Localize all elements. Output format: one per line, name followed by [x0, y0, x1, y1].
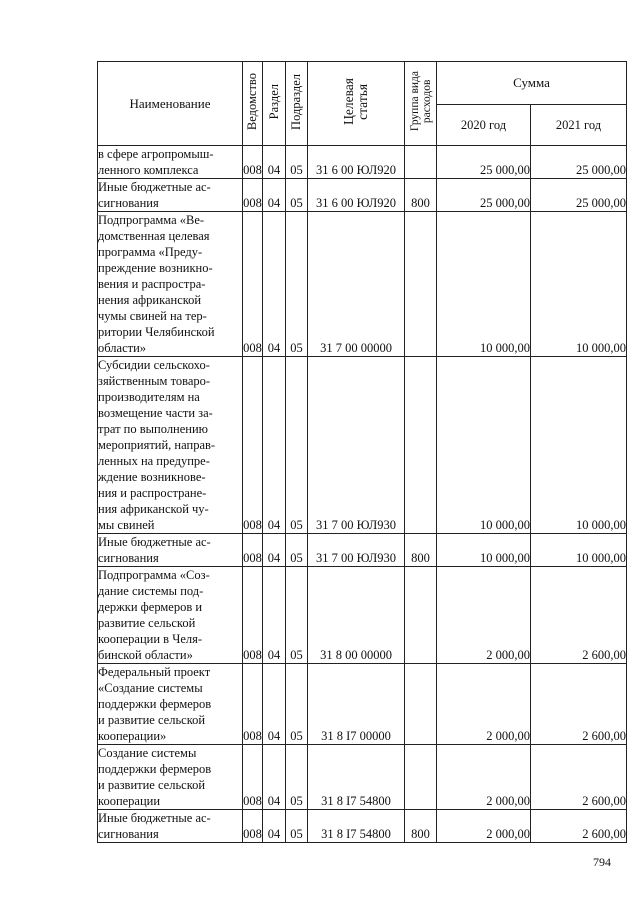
row-dept: 008 — [243, 357, 263, 534]
header-expense-group — [405, 62, 437, 146]
row-group — [405, 212, 437, 357]
row-dept: 008 — [243, 810, 263, 843]
row-name: Иные бюджетные ас- сигнования — [98, 810, 243, 843]
row-sum-2021: 2 600,00 — [531, 745, 627, 810]
row-name: Федеральный проект «Создание системы поддержки фермеров и развитие сельской кооперации» — [98, 664, 243, 745]
row-section: 04 — [263, 745, 286, 810]
table-row — [98, 664, 627, 745]
row-section: 04 — [263, 357, 286, 534]
row-sum-2020: 10 000,00 — [437, 357, 531, 534]
budget-table — [97, 61, 627, 843]
row-article: 31 7 00 ЮЛ930 — [308, 534, 405, 567]
row-article: 31 8 I7 54800 — [308, 810, 405, 843]
row-subsection: 05 — [286, 810, 308, 843]
table-row — [98, 357, 627, 534]
row-sum-2021: 2 600,00 — [531, 810, 627, 843]
row-section: 04 — [263, 212, 286, 357]
row-name: Создание системы поддержки фермеров и развитие сельской кооперации — [98, 745, 243, 810]
row-article: 31 6 00 ЮЛ920 — [308, 146, 405, 179]
row-group — [405, 146, 437, 179]
row-article: 31 8 00 00000 — [308, 567, 405, 664]
row-group — [405, 567, 437, 664]
row-article: 31 8 I7 00000 — [308, 664, 405, 745]
row-group — [405, 357, 437, 534]
row-group: 800 — [405, 534, 437, 567]
row-dept: 008 — [243, 212, 263, 357]
page-number: 794 — [593, 855, 611, 869]
table-row — [98, 179, 627, 212]
row-sum-2020: 2 000,00 — [437, 664, 531, 745]
row-name: Иные бюджетные ас- сигнования — [98, 179, 243, 212]
row-section: 04 — [263, 179, 286, 212]
row-group — [405, 745, 437, 810]
row-sum-2020: 10 000,00 — [437, 212, 531, 357]
row-subsection: 05 — [286, 146, 308, 179]
row-name: в сфере агропромыш- ленного комплекса — [98, 146, 243, 179]
row-section: 04 — [263, 534, 286, 567]
row-group: 800 — [405, 179, 437, 212]
row-sum-2020: 2 000,00 — [437, 810, 531, 843]
row-dept: 008 — [243, 179, 263, 212]
row-subsection: 05 — [286, 745, 308, 810]
row-subsection: 05 — [286, 212, 308, 357]
header-sum: Сумма — [437, 62, 627, 105]
row-dept: 008 — [243, 534, 263, 567]
row-section: 04 — [263, 810, 286, 843]
row-sum-2020: 2 000,00 — [437, 567, 531, 664]
row-sum-2020: 2 000,00 — [437, 745, 531, 810]
row-sum-2020: 25 000,00 — [437, 179, 531, 212]
header-subsection-label: Подраздел — [289, 73, 303, 130]
header-year-2021: 2021 год — [531, 105, 627, 146]
row-subsection: 05 — [286, 534, 308, 567]
row-section: 04 — [263, 664, 286, 745]
header-name: Наименование — [98, 62, 243, 146]
row-group: 800 — [405, 810, 437, 843]
row-subsection: 05 — [286, 567, 308, 664]
table-row — [98, 567, 627, 664]
row-dept: 008 — [243, 567, 263, 664]
header-dept-label: Ведомство — [245, 72, 259, 131]
row-group — [405, 664, 437, 745]
row-sum-2020: 10 000,00 — [437, 534, 531, 567]
row-article: 31 7 00 00000 — [308, 212, 405, 357]
row-subsection: 05 — [286, 357, 308, 534]
row-sum-2021: 10 000,00 — [531, 357, 627, 534]
row-dept: 008 — [243, 664, 263, 745]
row-section: 04 — [263, 567, 286, 664]
header-section — [263, 62, 286, 146]
row-name: Подпрограмма «Ве- домственная целевая программа «Преду- преждение возникно- вения и распростра- нения африканской чумы свиней на тер- ритории Челябинской области» — [98, 212, 243, 357]
row-subsection: 05 — [286, 664, 308, 745]
row-sum-2021: 2 600,00 — [531, 664, 627, 745]
row-article: 31 8 I7 54800 — [308, 745, 405, 810]
table-row — [98, 534, 627, 567]
row-sum-2021: 25 000,00 — [531, 146, 627, 179]
row-sum-2021: 10 000,00 — [531, 212, 627, 357]
row-section: 04 — [263, 146, 286, 179]
table-row — [98, 745, 627, 810]
row-name: Подпрограмма «Соз- дание системы под- держки фермеров и развитие сельской кооперации в Челя- бинской области» — [98, 567, 243, 664]
row-sum-2021: 10 000,00 — [531, 534, 627, 567]
budget-document — [97, 61, 627, 843]
header-target-article — [308, 62, 405, 146]
header-target-article-label: Целевая статья — [341, 78, 370, 125]
table-row — [98, 146, 627, 179]
header-section-label: Раздел — [266, 83, 281, 120]
row-sum-2021: 2 600,00 — [531, 567, 627, 664]
header-dept — [243, 62, 263, 146]
header-subsection — [286, 62, 308, 146]
row-sum-2020: 25 000,00 — [437, 146, 531, 179]
row-name: Субсидии сельскохо- зяйственным товаро- производителям на возмещение части за- трат по выполнению мероприятий, направ- ленных на предупре- ждение возникнове- ния и распростране- ния африканской чу- мы свиней — [98, 357, 243, 534]
row-name: Иные бюджетные ас- сигнования — [98, 534, 243, 567]
header-expense-group-label: Группа вида расходов — [408, 71, 433, 132]
table-row — [98, 810, 627, 843]
row-sum-2021: 25 000,00 — [531, 179, 627, 212]
row-subsection: 05 — [286, 179, 308, 212]
row-dept: 008 — [243, 146, 263, 179]
row-article: 31 6 00 ЮЛ920 — [308, 179, 405, 212]
row-dept: 008 — [243, 745, 263, 810]
table-row — [98, 212, 627, 357]
row-article: 31 7 00 ЮЛ930 — [308, 357, 405, 534]
header-year-2020: 2020 год — [437, 105, 531, 146]
